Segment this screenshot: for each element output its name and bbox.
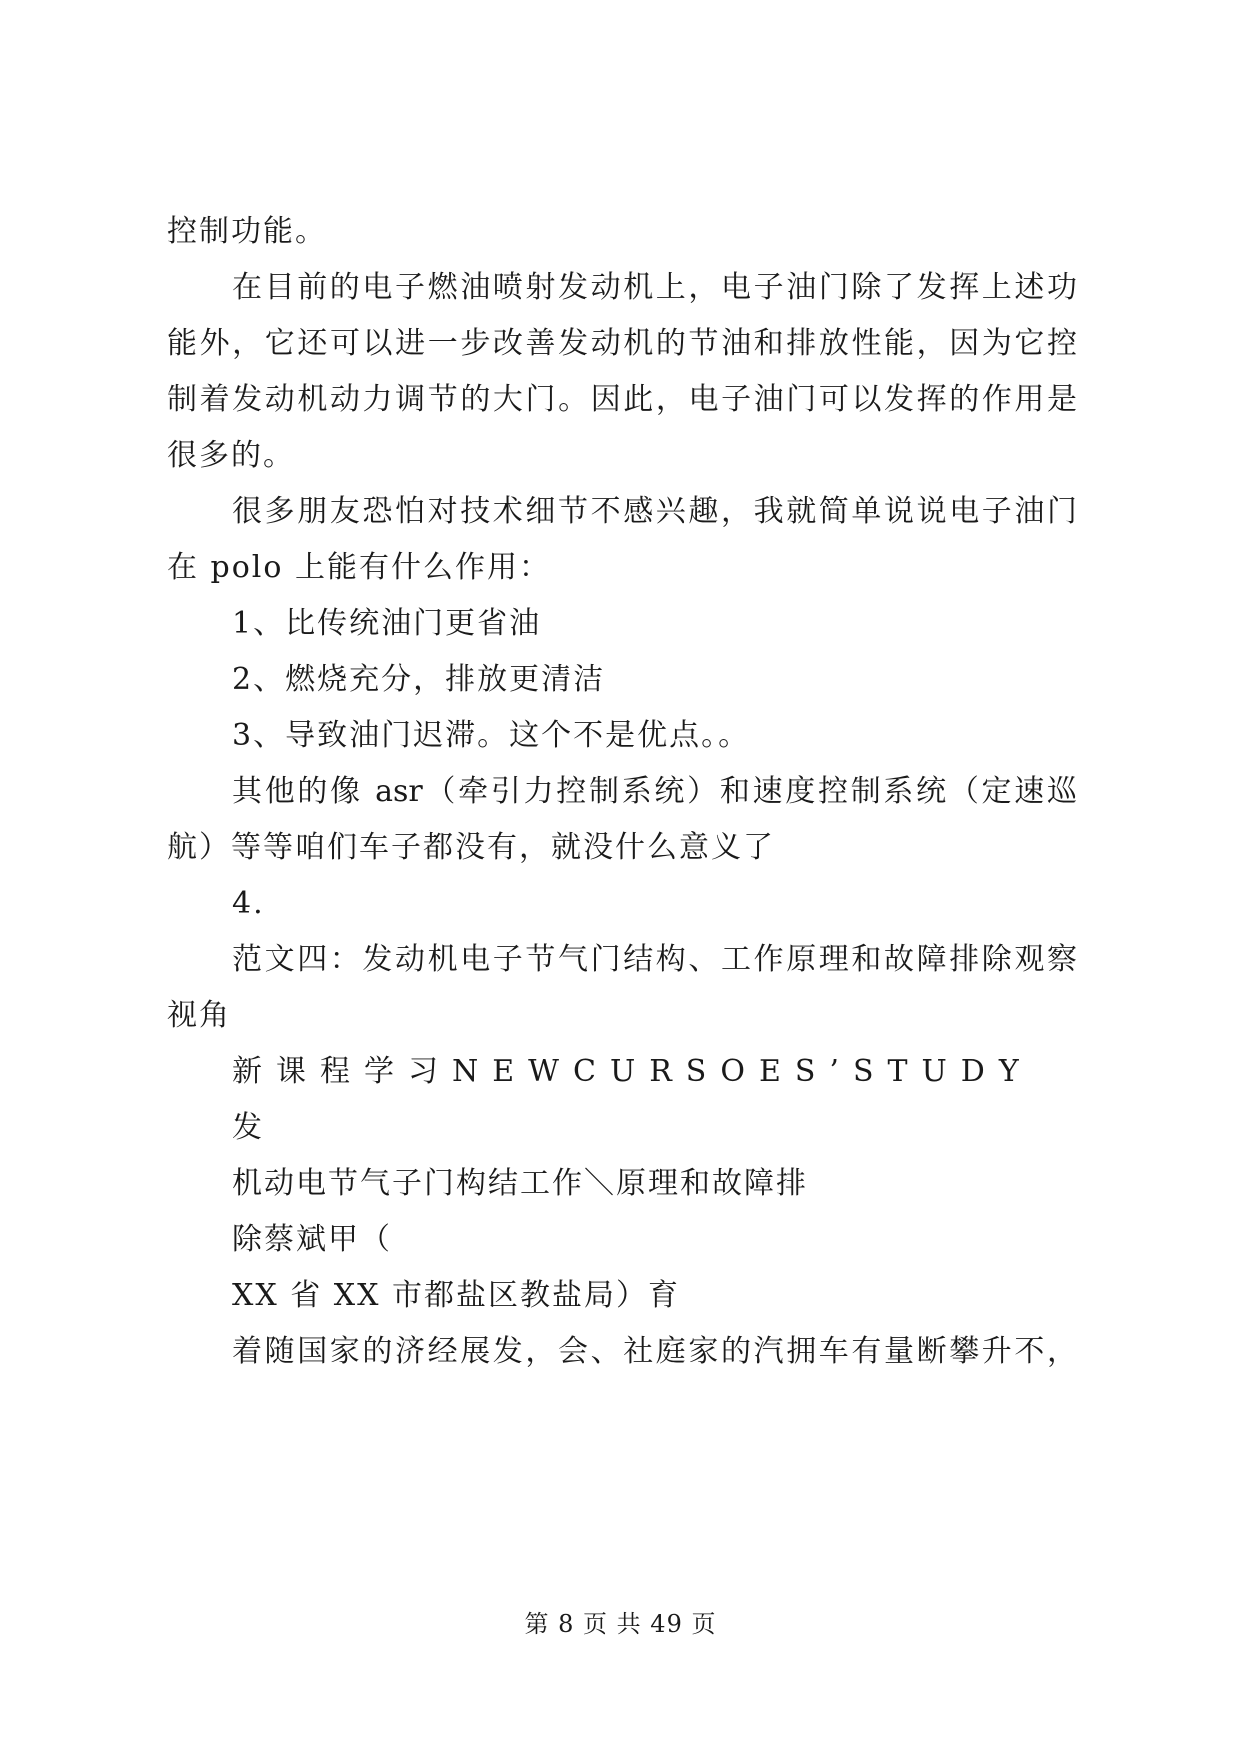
page-footer: 第 8 页 共 49 页 — [524, 1610, 717, 1638]
text-line: 除蔡斌甲（ — [232, 1222, 392, 1257]
text-line: 着随国家的济经展发，会、社庭家的汽拥车有量断攀升不， — [232, 1334, 1077, 1369]
text-line: 很多朋友恐怕对技术细节不感兴趣，我就简单说说电子油门 — [232, 494, 1077, 529]
text-line: XX 省 XX 市都盐区教盐局）育 — [232, 1278, 681, 1313]
text-line: 航）等等咱们车子都没有，就没什么意义了 — [167, 830, 775, 865]
text-line: 1、比传统油门更省油 — [232, 606, 542, 641]
text-line: 2、燃烧充分，排放更清洁 — [232, 662, 606, 697]
text-line: 能外，它还可以进一步改善发动机的节油和排放性能，因为它控 — [167, 326, 1077, 361]
text-line: 发 — [232, 1110, 264, 1145]
text-line: 在 polo 上能有什么作用： — [167, 550, 551, 585]
text-line: 机动电节气子门构结工作＼原理和故障排 — [232, 1166, 808, 1201]
text-line: 视角 — [167, 998, 231, 1033]
text-line: 3、导致油门迟滞。这个不是优点。。 — [232, 718, 751, 753]
text-line: 新课程学习NEWCURSOES’STUDY — [232, 1054, 1033, 1089]
text-line: 在目前的电子燃油喷射发动机上，电子油门除了发挥上述功 — [232, 270, 1077, 305]
text-line: 4. — [232, 886, 265, 921]
text-line: 很多的。 — [167, 438, 295, 473]
text-line: 制着发动机动力调节的大门。因此，电子油门可以发挥的作用是 — [167, 382, 1077, 417]
text-line: 范文四：发动机电子节气门结构、工作原理和故障排除观察 — [232, 942, 1077, 977]
text-line: 其他的像 asr（牵引力控制系统）和速度控制系统（定速巡 — [232, 774, 1077, 809]
text-line: 控制功能。 — [167, 214, 327, 249]
